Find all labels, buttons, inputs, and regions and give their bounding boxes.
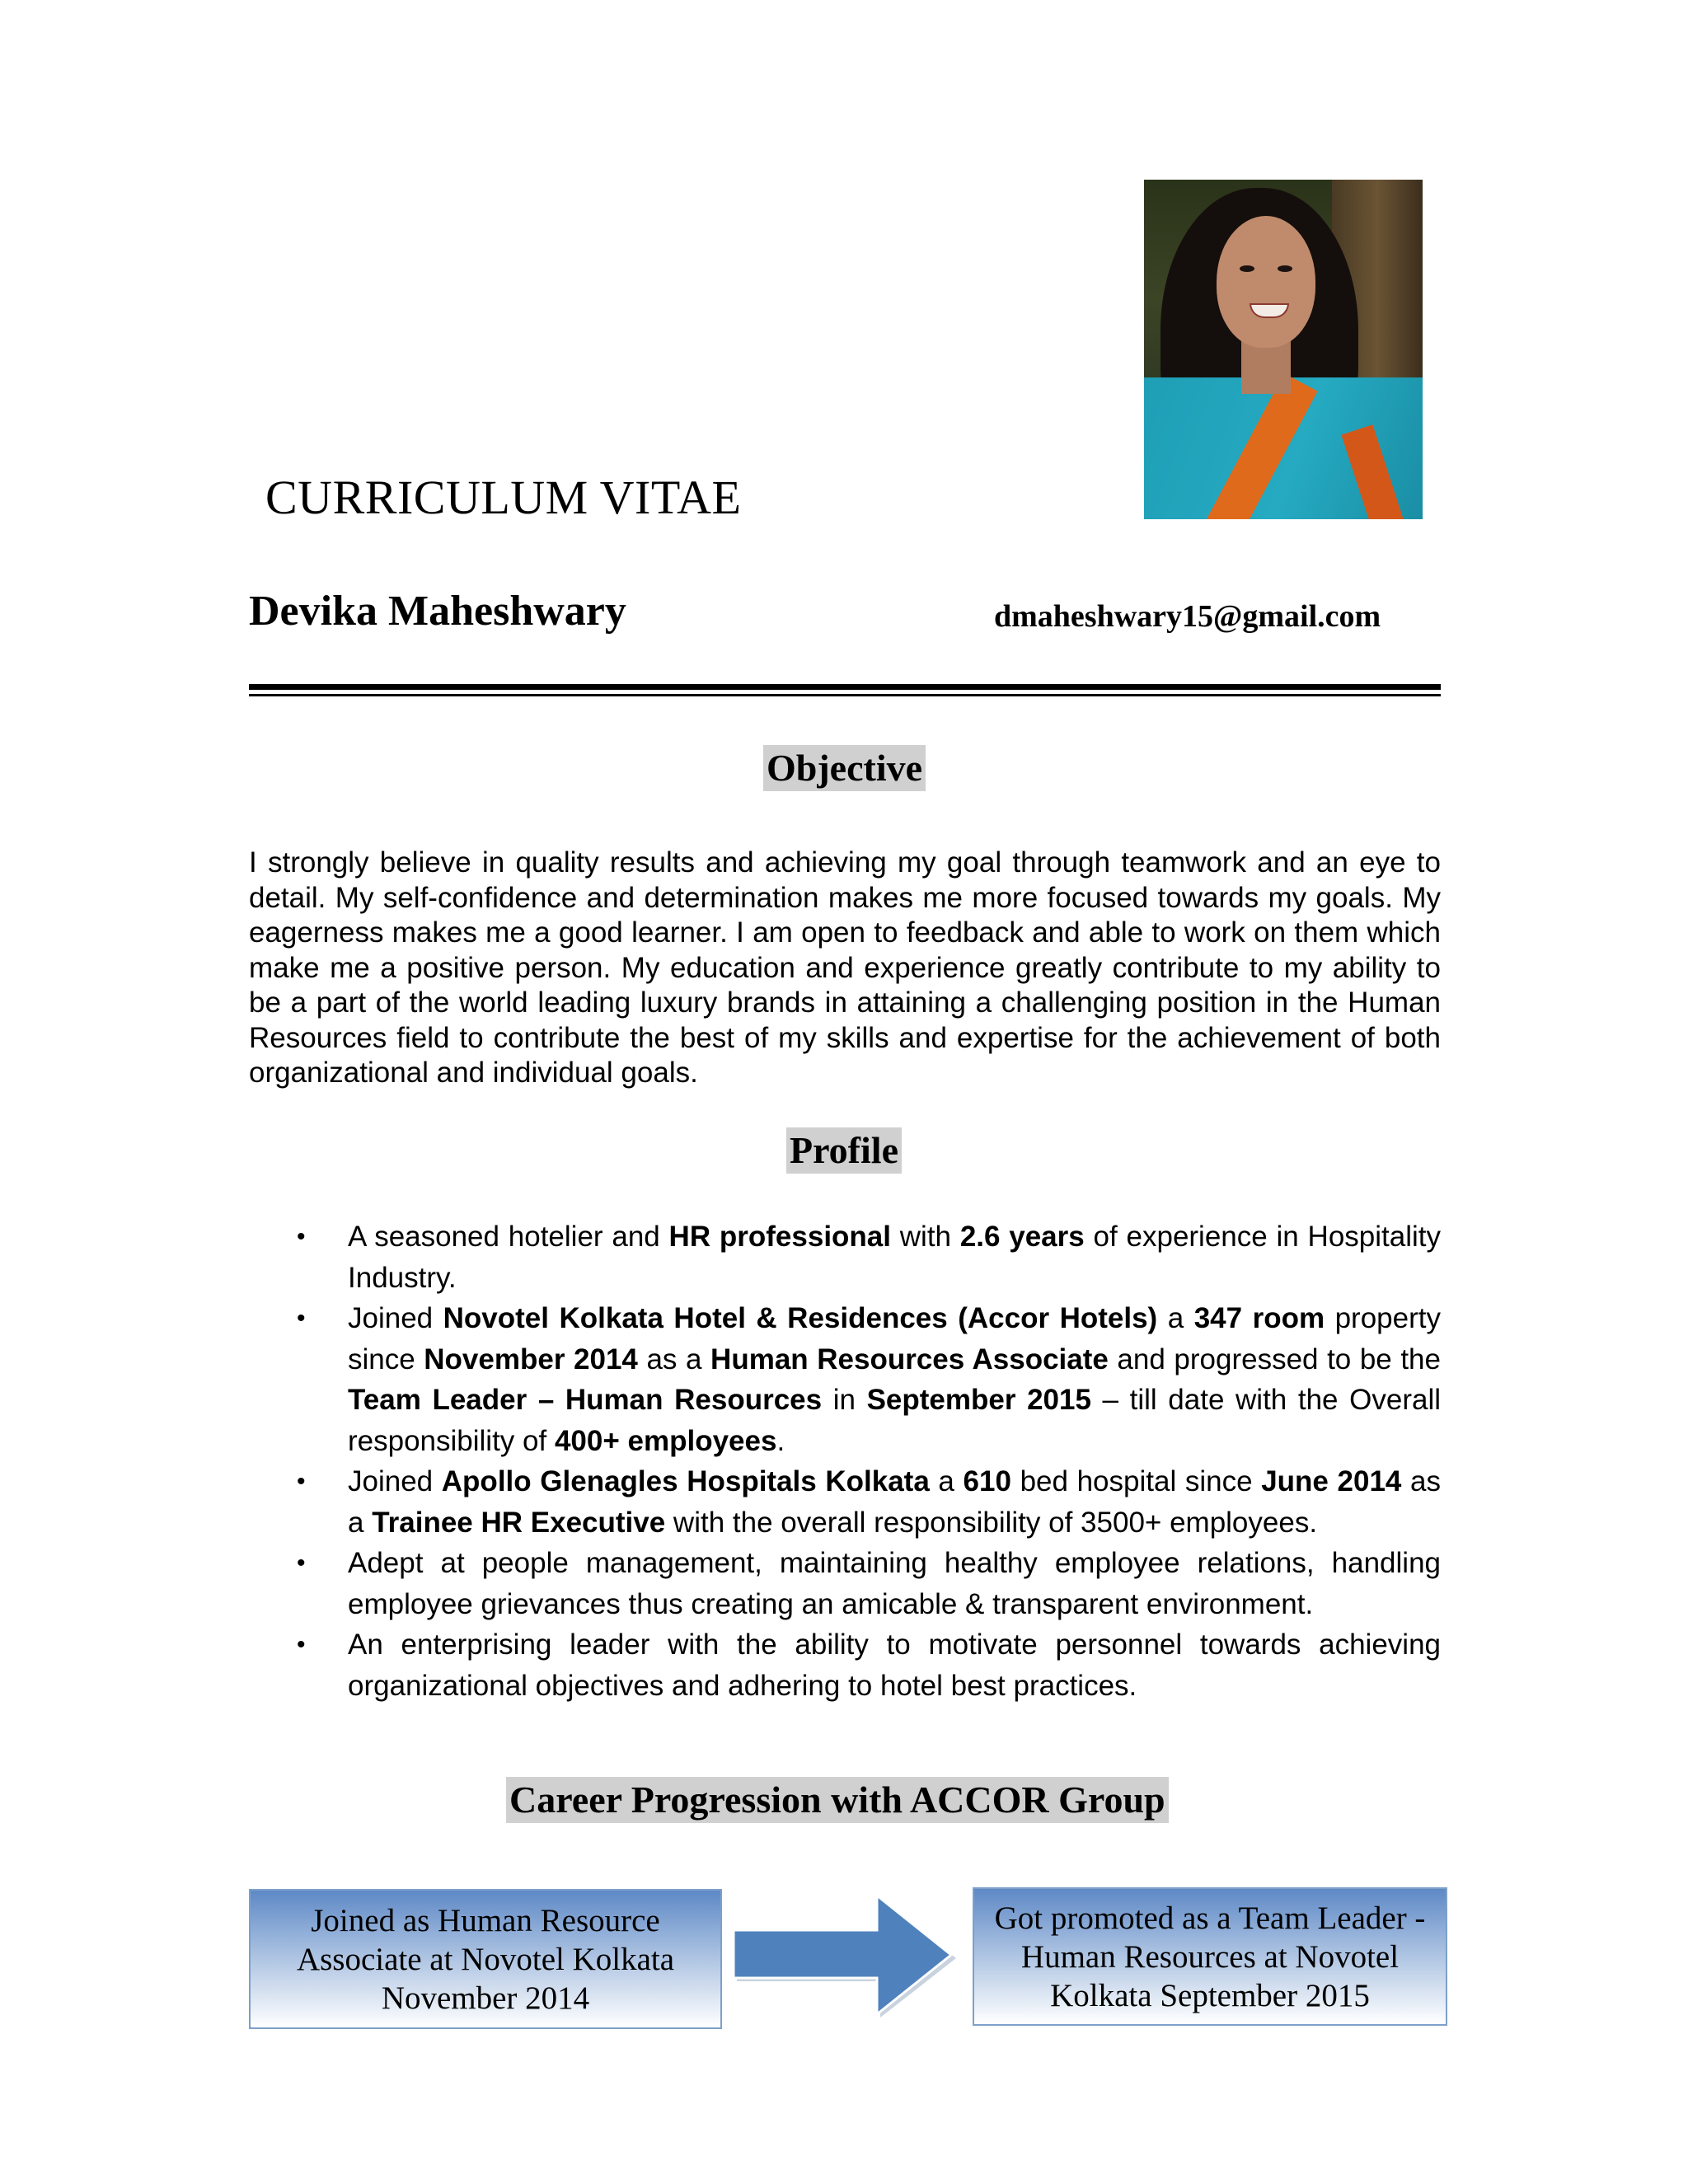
profile-item-bold-text: June 2014 [1261,1465,1402,1497]
profile-item-text: with the overall responsibility of 3500+ employees. [665,1506,1318,1539]
bullet-icon: • [297,1631,306,1658]
profile-item-text: A seasoned hotelier and [348,1221,669,1253]
profile-item-bold-text: HR professional [668,1221,891,1253]
profile-item [249,1543,1441,1624]
profile-item-bold-text: 2.6 years [959,1221,1085,1253]
profile-item-bold-text: November 2014 [424,1343,638,1376]
objective-heading: Objective [763,745,926,791]
profile-item-text: . [776,1424,785,1457]
candidate-email: dmaheshwary15@gmail.com [994,599,1381,634]
profile-heading: Profile [786,1127,902,1174]
bullet-icon: • [297,1468,306,1495]
profile-item-bold-text: September 2015 [866,1384,1091,1416]
profile-item-text: as a [348,1465,1441,1539]
profile-item-text: Joined [348,1302,443,1334]
profile-item-text: and progressed to be the [1108,1343,1441,1376]
career-heading: Career Progression with ACCOR Group [506,1777,1169,1823]
profile-item-text: with [891,1221,960,1253]
profile-item-text: of experience in Hospitality Industry. [348,1221,1441,1294]
career-step-joined [249,1889,722,2029]
career-step-joined-text: Joined as Human Resource Associate at Novotel Kolkata November 2014 [296,1902,675,2016]
profile-item [249,1298,1441,1461]
profile-item-text: Adept at people management, maintaining healthy employee relations, handling employee grievances thus creating an amicable & transparent environment. [348,1547,1441,1620]
header-divider-thick [249,684,1441,690]
career-step-promoted-text: Got promoted as a Team Leader - Human Resources at Novotel Kolkata September 2015 [994,1900,1426,2013]
profile-item [249,1624,1441,1706]
bullet-icon: • [297,1549,306,1577]
profile-item-text: An enterprising leader with the ability to motivate personnel towards achieving organizational objectives and adhering to hotel best practices. [348,1629,1441,1702]
career-step-promoted [973,1887,1447,2026]
profile-item-text: bed hospital since [1010,1465,1262,1497]
document-title: CURRICULUM VITAE [265,471,742,524]
objective-paragraph: I strongly believe in quality results and achieving my goal through teamwork and an eye to detail. My self-confidence and determination makes me more focused towards my goals. My eagerness makes me a good learner. I am open to feedback and able to work on them which make me a positive person. My education and experience greatly contribute to my ability to be a part of the world leading luxury brands in attaining a challenging position in the Human Resources field to contribute the best of my skills and expertise for the achievement of both organizational and individual goals. [249,846,1441,1089]
header-divider-thin [249,694,1441,696]
right-arrow-icon [732,1892,963,2024]
profile-item-bold-text: 400+ employees [554,1424,777,1457]
profile-list [249,1216,1441,1706]
profile-item-bold-text: Trainee HR Executive [372,1506,666,1539]
profile-item-text: in [822,1384,867,1416]
profile-item-bold-text: Apollo Glenagles Hospitals Kolkata [441,1465,930,1497]
bullet-icon: • [297,1305,306,1332]
profile-item-text: Joined [348,1465,442,1497]
profile-item [249,1461,1441,1543]
candidate-name: Devika Maheshwary [249,588,626,635]
profile-item-bold-text: 610 [963,1465,1011,1497]
profile-photo [1144,180,1423,519]
profile-item-text: as a [637,1343,711,1376]
arrow-shape [734,1896,951,2014]
profile-item-text: a [929,1465,964,1497]
profile-item-text: – till date with the Overall responsibility of [348,1384,1441,1457]
bullet-icon: • [297,1223,306,1250]
profile-item-bold-text: Novotel Kolkata Hotel & Residences (Accor Hotels) [443,1302,1158,1334]
profile-item-text: property since [348,1302,1441,1376]
profile-item [249,1216,1441,1298]
profile-item-bold-text: Team Leader – Human Resources [348,1384,823,1416]
profile-item-bold-text: 347 room [1193,1302,1325,1334]
profile-item-bold-text: Human Resources Associate [710,1343,1109,1376]
profile-item-text: a [1157,1302,1194,1334]
